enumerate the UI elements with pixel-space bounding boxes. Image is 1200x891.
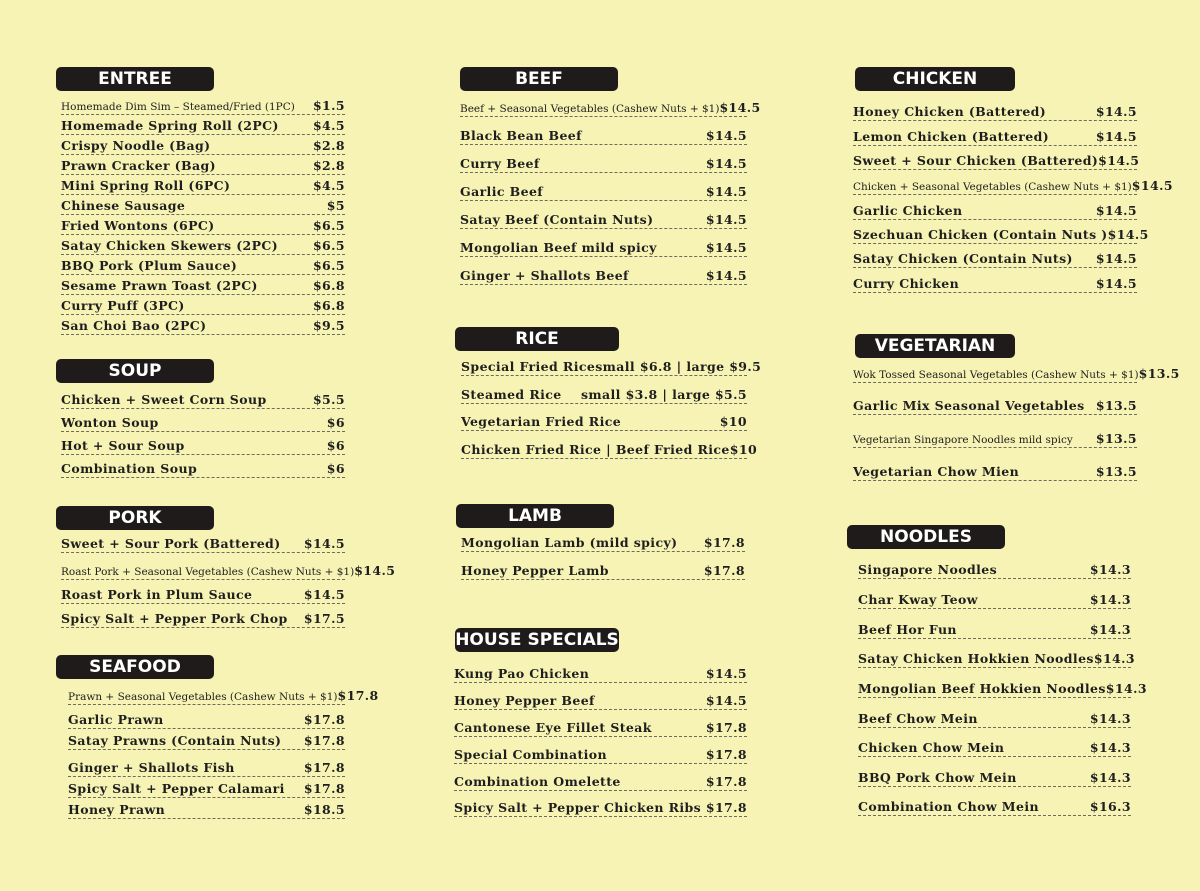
chicken-section [853,104,1173,304]
lamb-header: LAMB [456,504,614,528]
house-specials-header: HOUSE SPECIALS [455,630,619,650]
list-item: Chicken + Seasonal Vegetables (Cashew Nuts + $1) $14.5 [853,178,1173,193]
rice-section [461,359,762,469]
list-item: Beef Hor Fun $14.3 [858,622,1131,637]
list-item: Prawn + Seasonal Vegetables (Cashew Nuts + $1) $17.8 [68,688,379,703]
list-item: Ginger + Shallots Beef $14.5 [460,268,747,283]
list-item: BBQ Pork (Plum Sauce) $6.5 [61,258,345,273]
list-item: Honey Pepper Lamb $17.8 [461,563,745,578]
list-item: Homemade Spring Roll (2PC) $4.5 [61,118,345,133]
list-item: Satay Prawns (Contain Nuts) $17.8 [68,733,345,748]
list-item: Garlic Mix Seasonal Vegetables $13.5 [853,398,1137,413]
list-item: Roast Pork in Plum Sauce $14.5 [61,587,345,602]
list-item: BBQ Pork Chow Mein $14.3 [858,770,1131,785]
pork-header: PORK [56,506,214,530]
seafood-header: SEAFOOD [56,655,214,679]
list-item: Roast Pork + Seasonal Vegetables (Cashew Nuts + $1) $14.5 [61,563,396,578]
vegetarian-section [853,366,1180,496]
soup-section [61,392,345,492]
list-item: Garlic Beef $14.5 [460,184,747,199]
list-item: Mongolian Beef mild spicy $14.5 [460,240,747,255]
list-item: Honey Prawn $18.5 [68,802,345,817]
soup-header: SOUP [56,359,214,383]
list-item: Spicy Salt + Pepper Pork Chop $17.5 [61,611,345,626]
seafood-section [68,688,379,828]
list-item: Satay Chicken (Contain Nuts) $14.5 [853,251,1137,266]
list-item: Szechuan Chicken (Contain Nuts ) $14.5 [853,227,1149,242]
list-item: Spicy Salt + Pepper Calamari $17.8 [68,781,345,796]
list-item: Combination Chow Mein $16.3 [858,799,1131,814]
list-item: Hot + Sour Soup $6 [61,438,345,453]
list-item: Satay Chicken Hokkien Noodles $14.3 [858,651,1136,666]
list-item: Ginger + Shallots Fish $17.8 [68,760,345,775]
list-item: Kung Pao Chicken $14.5 [454,666,747,681]
list-item: Fried Wontons (6PC) $6.5 [61,218,345,233]
list-item: Combination Omelette $17.8 [454,774,747,789]
list-item: Satay Chicken Skewers (2PC) $6.5 [61,238,345,253]
list-item: Chicken Chow Mein $14.3 [858,740,1131,755]
list-item: Honey Pepper Beef $14.5 [454,693,747,708]
list-item: Mini Spring Roll (6PC) $4.5 [61,178,345,193]
list-item: Vegetarian Fried Rice $10 [461,414,747,429]
list-item: Chicken + Sweet Corn Soup $5.5 [61,392,345,407]
list-item: Wok Tossed Seasonal Vegetables (Cashew Nuts + $1) $13.5 [853,366,1180,381]
list-item: Char Kway Teow $14.3 [858,592,1131,607]
list-item: Steamed Rice small $3.8 | large $5.5 [461,387,747,402]
lamb-section [461,535,745,590]
list-item: Mongolian Lamb (mild spicy) $17.8 [461,535,745,550]
list-item: Honey Chicken (Battered) $14.5 [853,104,1137,119]
list-item: Beef Chow Mein $14.3 [858,711,1131,726]
list-item: Special Combination $17.8 [454,747,747,762]
beef-section [460,100,761,300]
list-item: Prawn Cracker (Bag) $2.8 [61,158,345,173]
list-item: Chicken Fried Rice | Beef Fried Rice $10 [461,442,758,457]
list-item: Lemon Chicken (Battered) $14.5 [853,129,1137,144]
list-item: Chinese Sausage $5 [61,198,345,213]
entree-section [61,98,345,348]
list-item: Cantonese Eye Fillet Steak $17.8 [454,720,747,735]
list-item: Special Fried Rice small $6.8 | large $9.5 [461,359,762,374]
list-item: Sweet + Sour Chicken (Battered) $14.5 [853,153,1140,168]
list-item: San Choi Bao (2PC) $9.5 [61,318,345,333]
list-item: Singapore Noodles $14.3 [858,562,1131,577]
rice-header: RICE [455,327,619,351]
noodles-header: NOODLES [847,525,1005,549]
noodles-section [858,562,1147,832]
house-specials-section [454,666,747,831]
vegetarian-header: VEGETARIAN [855,334,1015,358]
list-item: Black Bean Beef $14.5 [460,128,747,143]
list-item: Garlic Chicken $14.5 [853,203,1137,218]
list-item: Mongolian Beef Hokkien Noodles $14.3 [858,681,1147,696]
list-item: Combination Soup $6 [61,461,345,476]
chicken-header: CHICKEN [855,67,1015,91]
list-item: Wonton Soup $6 [61,415,345,430]
list-item: Satay Beef (Contain Nuts) $14.5 [460,212,747,227]
list-item: Garlic Prawn $17.8 [68,712,345,727]
entree-header: ENTREE [56,67,214,91]
list-item: Crispy Noodle (Bag) $2.8 [61,138,345,153]
list-item: Vegetarian Singapore Noodles mild spicy $13.5 [853,431,1137,446]
list-item: Beef + Seasonal Vegetables (Cashew Nuts + $1) $14.5 [460,100,761,115]
list-item: Spicy Salt + Pepper Chicken Ribs $17.8 [454,800,747,815]
beef-header: BEEF [460,67,618,91]
list-item: Sesame Prawn Toast (2PC) $6.8 [61,278,345,293]
list-item: Sweet + Sour Pork (Battered) $14.5 [61,536,345,551]
list-item: Homemade Dim Sim – Steamed/Fried (1PC) $1.5 [61,98,345,113]
pork-section [61,536,396,636]
list-item: Vegetarian Chow Mien $13.5 [853,464,1137,479]
list-item: Curry Chicken $14.5 [853,276,1137,291]
list-item: Curry Puff (3PC) $6.8 [61,298,345,313]
list-item: Curry Beef $14.5 [460,156,747,171]
